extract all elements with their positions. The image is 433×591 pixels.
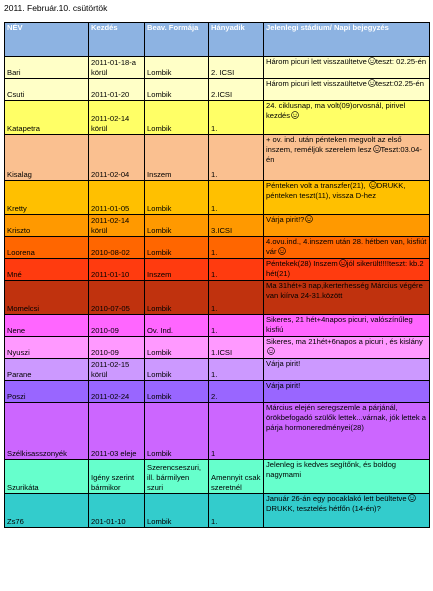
table-row [5, 215, 430, 237]
cell-form: Lombik [145, 57, 209, 79]
cell-start: 2011-01-10 [89, 259, 145, 281]
table-row [5, 237, 430, 259]
col-header-name: NÉV [5, 23, 89, 57]
note-text-continued: DRUKK, tesztelés hétfőn (14-én)? [266, 504, 381, 513]
cell-nth: 2.ICSI [209, 79, 264, 101]
cell-form: Lombik [145, 281, 209, 315]
note-text: Várja pirit! [266, 381, 301, 390]
cell-start: 2011-02-24 [89, 381, 145, 403]
cell-form: Szerencseszuri, ill. bármilyen szuri [145, 460, 209, 494]
table-row [5, 359, 430, 381]
cell-note [264, 403, 430, 460]
cell-form: Lombik [145, 403, 209, 460]
cell-note [264, 337, 430, 359]
cell-nth: 1. [209, 494, 264, 528]
cell-name: Kisalag [5, 135, 89, 181]
cell-nth: 1. [209, 181, 264, 215]
table-row [5, 79, 430, 101]
note-text-continued: teszt:02.25-én [375, 79, 424, 88]
cell-note [264, 237, 430, 259]
note-text: Január 26-án egy pocaklakó lett beültetve [266, 494, 407, 503]
cell-form: Lombik [145, 359, 209, 381]
cell-nth: 1. [209, 359, 264, 381]
col-header-start: Kezdés [89, 23, 145, 57]
cell-name: Parane [5, 359, 89, 381]
cell-nth: 1.ICSI [209, 337, 264, 359]
note-text-continued: Teszt:03.04-én [266, 145, 422, 164]
note-text: Jelenleg is kedves segítőnk, és boldog nagymami [266, 460, 397, 479]
table-row [5, 101, 430, 135]
cell-name: Mné [5, 259, 89, 281]
cell-form: Inszem [145, 135, 209, 181]
note-text: Várja pirit! [266, 359, 301, 368]
note-text: Pénteken volt a transzfer(21), [266, 181, 368, 190]
cell-start: 2010-08-02 [89, 237, 145, 259]
smiley-icon [305, 215, 313, 223]
cell-name: Bari [5, 57, 89, 79]
cell-start: 2011-01-20 [89, 79, 145, 101]
note-text-continued: DRUKK, pénteken teszt(11), vissza D-hez [266, 181, 406, 200]
cell-nth: Amennyit csak szeretnél [209, 460, 264, 494]
cell-start: 201-01-10 [89, 494, 145, 528]
participant-table [4, 22, 430, 528]
cell-start: Igény szerint bármikor [89, 460, 145, 494]
note-text: Március elején seregszemle a párjánál, örökbefogadó szülők lettek...várnak, jók lettek a párja hormoneredményei(28) [266, 403, 426, 432]
note-text: 24. ciklusnap, ma volt(09)orvosnál, pirivel kezdés [266, 101, 406, 120]
table-row [5, 337, 430, 359]
col-header-nth: Hányadik [209, 23, 264, 57]
table-row [5, 381, 430, 403]
cell-note [264, 57, 430, 79]
table-row [5, 259, 430, 281]
table-row [5, 403, 430, 460]
cell-note [264, 215, 430, 237]
cell-nth: 2. ICSI [209, 57, 264, 79]
cell-nth: 1. [209, 281, 264, 315]
cell-name: Nyuszi [5, 337, 89, 359]
cell-name: Csuti [5, 79, 89, 101]
header-row [5, 23, 430, 57]
note-text: Ma 31hét+3 nap,ikerterhesség Március végére van kiírva 24-31.között [266, 281, 423, 300]
cell-name: Momelcsi [5, 281, 89, 315]
cell-start: 2011-02-04 [89, 135, 145, 181]
cell-start: 2011-02-14 körül [89, 101, 145, 135]
cell-form: Lombik [145, 494, 209, 528]
table-row [5, 57, 430, 79]
smiley-icon [408, 494, 416, 502]
cell-start: 2010-07-05 [89, 281, 145, 315]
cell-start: 2010-09 [89, 337, 145, 359]
note-text: Sikeres, 21 hét+4napos picuri, valószínűleg kisfiú [266, 315, 413, 334]
cell-name: Nene [5, 315, 89, 337]
cell-name: Kriszto [5, 215, 89, 237]
cell-note [264, 460, 430, 494]
note-text: Sikeres, ma 21hét+6napos a picuri , és kislány [266, 337, 423, 346]
table-row [5, 460, 430, 494]
col-header-note: Jelenlegi stádium/ Napi bejegyzés [264, 23, 430, 57]
smiley-icon [291, 111, 299, 119]
note-text: + ov. ind. után pénteken megvolt az első inszem, reméljük szerelem lesz [266, 135, 402, 154]
cell-form: Lombik [145, 337, 209, 359]
cell-nth: 1. [209, 101, 264, 135]
cell-name: Szurikáta [5, 460, 89, 494]
note-text: Három picuri lett visszaültetve [266, 57, 367, 66]
cell-form: Lombik [145, 237, 209, 259]
cell-start: 2011-01-18-a körül [89, 57, 145, 79]
cell-form: Ov. Ind. [145, 315, 209, 337]
cell-name: Kretty [5, 181, 89, 215]
table-row [5, 281, 430, 315]
cell-note [264, 259, 430, 281]
smiley-icon [373, 145, 381, 153]
cell-note [264, 359, 430, 381]
cell-form: Lombik [145, 215, 209, 237]
cell-name: Poszi [5, 381, 89, 403]
cell-nth: 1. [209, 237, 264, 259]
note-text: Péntekek(28) Inszem [266, 259, 338, 268]
note-text: Három picuri lett visszaültetve [266, 79, 367, 88]
note-text: 4.ovu.ind., 4.inszem után 28. hétben van, kisfiút vár [266, 237, 427, 256]
smiley-icon [369, 181, 377, 189]
smiley-icon [368, 79, 376, 87]
cell-name: Katapetra [5, 101, 89, 135]
cell-nth: 1. [209, 315, 264, 337]
smiley-icon [278, 247, 286, 255]
cell-nth: 1 [209, 403, 264, 460]
table-row [5, 315, 430, 337]
table-row [5, 494, 430, 528]
cell-note [264, 281, 430, 315]
cell-note [264, 135, 430, 181]
cell-note [264, 79, 430, 101]
cell-start: 2011-02-14 körül [89, 215, 145, 237]
table-row [5, 181, 430, 215]
cell-name: Szélkisasszonyék [5, 403, 89, 460]
cell-nth: 1. [209, 135, 264, 181]
cell-note [264, 494, 430, 528]
cell-nth: 1. [209, 259, 264, 281]
smiley-icon [368, 57, 376, 65]
col-header-form: Beav. Formája [145, 23, 209, 57]
cell-form: Lombik [145, 381, 209, 403]
cell-note [264, 181, 430, 215]
note-text-continued: teszt: 02.25-én [375, 57, 427, 66]
cell-form: Inszem [145, 259, 209, 281]
table-row [5, 135, 430, 181]
cell-nth: 2. [209, 381, 264, 403]
cell-form: Lombik [145, 79, 209, 101]
cell-note [264, 315, 430, 337]
cell-form: Lombik [145, 101, 209, 135]
cell-start: 2010-09 [89, 315, 145, 337]
cell-form: Lombik [145, 181, 209, 215]
document-date: 2011. Február.10. csütörtök [4, 3, 108, 13]
note-text: Várja pirit!? [266, 215, 305, 224]
cell-start: 2011-03 eleje [89, 403, 145, 460]
smiley-icon [339, 259, 347, 267]
cell-start: 2011-01-05 [89, 181, 145, 215]
smiley-icon [267, 347, 275, 355]
note-text-continued: jól sikerült!!!!teszt: kb.2 hét(21) [266, 259, 424, 278]
cell-note [264, 381, 430, 403]
cell-nth: 3.ICSI [209, 215, 264, 237]
cell-start: 2011-02-15 körül [89, 359, 145, 381]
cell-name: Zs76 [5, 494, 89, 528]
cell-name: Loorena [5, 237, 89, 259]
cell-note [264, 101, 430, 135]
